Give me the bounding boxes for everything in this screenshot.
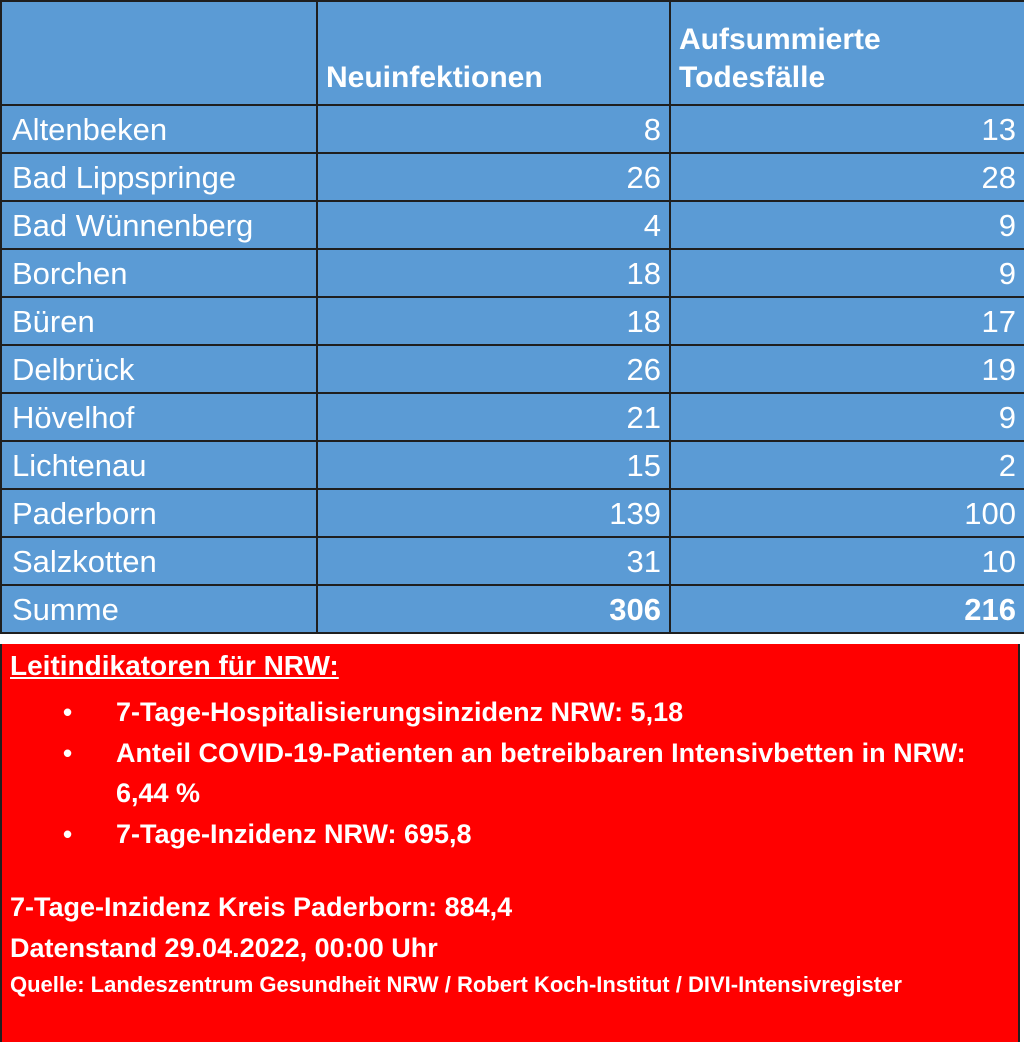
table-sum-row bbox=[1, 585, 1024, 633]
table-header-row bbox=[1, 1, 1024, 105]
header-municipality bbox=[1, 1, 317, 105]
table-row bbox=[1, 441, 1024, 489]
row-municipality: Salzkotten bbox=[1, 537, 317, 585]
row-neuinfektionen: 26 bbox=[317, 153, 670, 201]
row-neuinfektionen: 8 bbox=[317, 105, 670, 153]
row-neuinfektionen: 4 bbox=[317, 201, 670, 249]
row-todesfaelle: 2 bbox=[670, 441, 1024, 489]
header-todesfaelle: Aufsummierte Todesfälle bbox=[670, 1, 1024, 105]
row-neuinfektionen: 18 bbox=[317, 297, 670, 345]
table-row bbox=[1, 249, 1024, 297]
row-municipality: Delbrück bbox=[1, 345, 317, 393]
source-note: Quelle: Landeszentrum Gesundheit NRW / Robert Koch-Institut / DIVI-Intensivregister bbox=[10, 972, 902, 997]
row-neuinfektionen: 15 bbox=[317, 441, 670, 489]
indicator-inzidenz-nrw: 7-Tage-Inzidenz NRW: 695,8 bbox=[116, 819, 472, 849]
row-todesfaelle: 9 bbox=[670, 249, 1024, 297]
row-municipality: Bad Lippspringe bbox=[1, 153, 317, 201]
row-todesfaelle: 10 bbox=[670, 537, 1024, 585]
sum-neuinfektionen: 306 bbox=[317, 585, 670, 633]
row-todesfaelle: 19 bbox=[670, 345, 1024, 393]
kreis-incidence: 7-Tage-Inzidenz Kreis Paderborn: 884,4 bbox=[10, 892, 513, 922]
table-row bbox=[1, 201, 1024, 249]
bullet-icon: • bbox=[63, 697, 73, 727]
row-neuinfektionen: 139 bbox=[317, 489, 670, 537]
row-municipality: Lichtenau bbox=[1, 441, 317, 489]
sum-todesfaelle: 216 bbox=[670, 585, 1024, 633]
bullet-icon: • bbox=[63, 819, 73, 849]
list-item bbox=[2, 692, 1012, 732]
header-neuinfektionen: Neuinfektionen bbox=[317, 1, 670, 105]
row-todesfaelle: 9 bbox=[670, 201, 1024, 249]
table-row bbox=[1, 537, 1024, 585]
row-todesfaelle: 9 bbox=[670, 393, 1024, 441]
indicator-heading: Leitindikatoren für NRW: bbox=[10, 650, 339, 681]
indicator-list bbox=[2, 692, 1012, 855]
indicator-panel bbox=[0, 644, 1020, 1042]
table-row bbox=[1, 297, 1024, 345]
sum-label: Summe bbox=[1, 585, 317, 633]
table-row bbox=[1, 105, 1024, 153]
row-todesfaelle: 13 bbox=[670, 105, 1024, 153]
row-neuinfektionen: 21 bbox=[317, 393, 670, 441]
datenstand: Datenstand 29.04.2022, 00:00 Uhr bbox=[10, 933, 438, 963]
row-municipality: Hövelhof bbox=[1, 393, 317, 441]
row-municipality: Altenbeken bbox=[1, 105, 317, 153]
row-todesfaelle: 100 bbox=[670, 489, 1024, 537]
row-neuinfektionen: 31 bbox=[317, 537, 670, 585]
list-item bbox=[2, 814, 1012, 854]
row-municipality: Paderborn bbox=[1, 489, 317, 537]
row-municipality: Borchen bbox=[1, 249, 317, 297]
table-row bbox=[1, 153, 1024, 201]
row-todesfaelle: 28 bbox=[670, 153, 1024, 201]
indicator-intensivbetten: Anteil COVID-19-Patienten an betreibbaren Intensivbetten in NRW: 6,44 % bbox=[116, 738, 966, 808]
row-neuinfektionen: 26 bbox=[317, 345, 670, 393]
bullet-icon: • bbox=[63, 738, 73, 768]
table-row bbox=[1, 345, 1024, 393]
table-row bbox=[1, 393, 1024, 441]
row-municipality: Bad Wünnenberg bbox=[1, 201, 317, 249]
list-item bbox=[2, 733, 1012, 813]
row-municipality: Büren bbox=[1, 297, 317, 345]
indicator-hospitalisierung: 7-Tage-Hospitalisierungsinzidenz NRW: 5,18 bbox=[116, 697, 684, 727]
table-row bbox=[1, 489, 1024, 537]
row-todesfaelle: 17 bbox=[670, 297, 1024, 345]
row-neuinfektionen: 18 bbox=[317, 249, 670, 297]
